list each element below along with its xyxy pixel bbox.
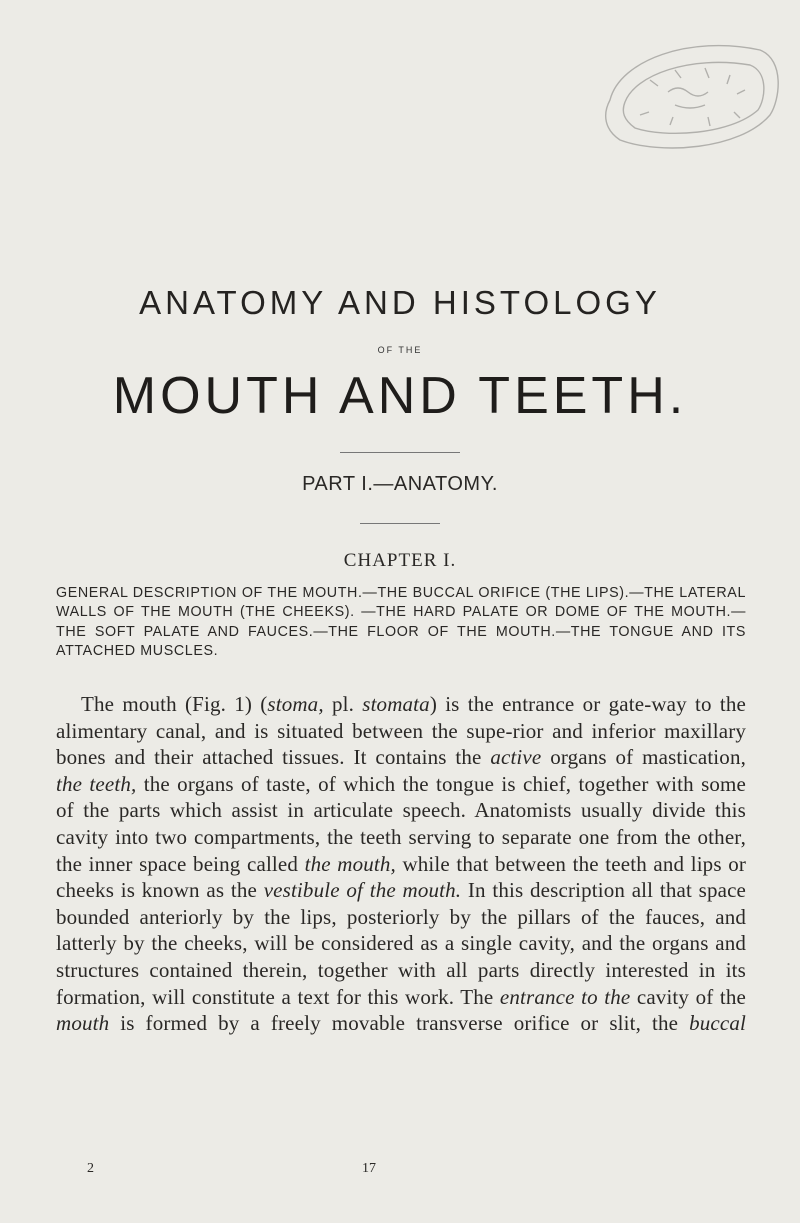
- body-text-run: ) is the entrance or gate-way to the alimentary canal, and is situated between the supe-rior and inferior maxillary bones and their attached tissues. It contains the: [56, 692, 747, 770]
- body-italic-run: mouth: [56, 1011, 110, 1036]
- body-text-run: pl.: [323, 692, 363, 716]
- body-text-run: while that between the teeth and lips or cheeks is known as the: [56, 851, 746, 903]
- body-text-run: is formed by a freely movable transverse orifice or slit, the: [109, 1011, 690, 1036]
- body-italic-run: vestibule of the mouth.: [263, 878, 462, 903]
- body-text-run: organs of mastication,: [541, 745, 746, 770]
- library-stamp-seal: [580, 30, 790, 170]
- body-italic-run: the teeth,: [56, 771, 137, 796]
- book-title-main: MOUTH AND TEETH.: [112, 367, 688, 425]
- part-heading: PART I.—ANATOMY.: [302, 473, 498, 495]
- body-text-run: In this description all that space bounded anteriorly by the lips, posteriorly by the pillars of the fauces, and latterly by the cheeks, will be considered as a single cavity, and the organs and structures contained therein, together with all parts directly interested in its formation, will constitute a text for this work. The: [56, 878, 747, 1009]
- chapter-heading: CHAPTER I.: [343, 550, 457, 571]
- chapter-summary: GENERAL DESCRIPTION OF THE MOUTH.—THE BUCCAL ORIFICE (THE LIPS).—THE LATERAL WALLS OF THE MOUTH (THE CHEEKS). —THE HARD PALATE OR DOME OF THE MOUTH.—THE SOFT PALATE AND FAUCES.—THE FLOOR OF THE MOUTH.—THE TONGUE AND ITS ATTACHED MUSCLES.: [56, 585, 746, 659]
- divider-rule: [340, 452, 460, 453]
- book-title-line: ANATOMY AND HISTOLOGY: [139, 284, 661, 321]
- body-text-run: The mouth (Fig. 1) (: [81, 692, 268, 716]
- body-text-run: cavity of the: [630, 984, 746, 1009]
- body-italic-run: entrance to the: [499, 984, 631, 1009]
- page-number: 17: [362, 1161, 376, 1176]
- body-italic-run: stoma,: [267, 692, 324, 716]
- body-italic-run: active: [490, 745, 542, 770]
- divider-rule: [360, 523, 440, 524]
- body-italic-run: the mouth,: [304, 851, 396, 876]
- body-italic-run: buccal: [689, 1011, 746, 1036]
- body-text-run: the organs of taste, of which the tongue is chief, together with some of the parts which assist in articulate speech. Anatomists usually divide this cavity into two compartments, the teeth serving to separate one from the other, the inner space being called: [56, 771, 747, 876]
- body-italic-run: stomata: [362, 692, 430, 716]
- body-paragraph: [56, 691, 746, 1037]
- signature-mark: 2: [87, 1161, 94, 1176]
- book-title-connector: OF THE: [377, 345, 423, 355]
